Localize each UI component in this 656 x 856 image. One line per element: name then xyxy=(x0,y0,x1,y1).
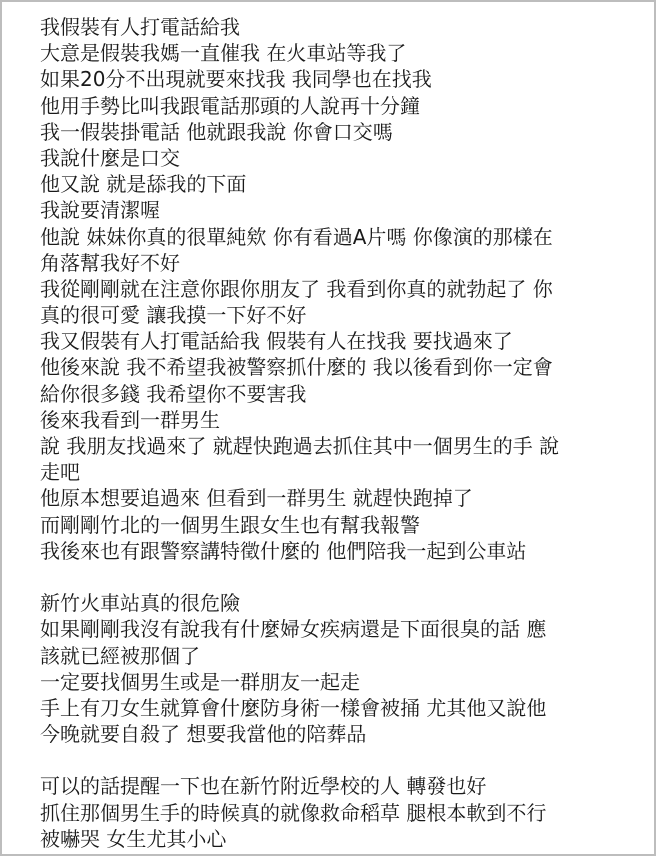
post-line: 今晚就要自殺了 想要我當他的陪葬品 xyxy=(40,722,367,747)
post-line: 一定要找個男生或是一群朋友一起走 xyxy=(40,669,360,694)
post-line: 如果20分不出現就要來找我 我同學也在找我 xyxy=(40,67,432,92)
post-text xyxy=(40,14,636,852)
post-line: 給你很多錢 我希望你不要害我 xyxy=(40,381,307,406)
post-line: 新竹火車站真的很危險 xyxy=(40,591,240,616)
post-line: 我說要清潔喔 xyxy=(40,198,160,223)
post-line: 我一假裝掛電話 他就跟我說 你會口交嗎 xyxy=(40,119,393,144)
post-line: 我又假裝有人打電話給我 假裝有人在找我 要找過來了 xyxy=(40,329,513,354)
post-line: 角落幫我好不好 xyxy=(40,250,180,275)
post-line-blank xyxy=(40,747,636,773)
post-line: 該就已經被那個了 xyxy=(40,643,200,668)
post-line: 大意是假裝我媽一直催我 在火車站等我了 xyxy=(40,41,407,66)
post-line: 他原本想要追過來 但看到一群男生 就趕快跑掉了 xyxy=(40,486,473,511)
post-line-blank xyxy=(40,564,636,590)
post-line: 而剛剛竹北的一個男生跟女生也有幫我報警 xyxy=(40,512,420,537)
post-line: 他後來說 我不希望我被警察抓什麼的 我以後看到你一定會 xyxy=(40,355,553,380)
post-line: 被嚇哭 女生尤其小心 xyxy=(40,826,227,851)
post-line: 說 我朋友找過來了 就趕快跑過去抓住其中一個男生的手 說 xyxy=(40,434,560,458)
post-line: 如果剛剛我沒有說我有什麼婦女疾病還是下面很臭的話 應 xyxy=(40,617,547,642)
post-line: 我假裝有人打電話給我 xyxy=(40,15,240,39)
post-line: 我後來也有跟警察講特徵什麼的 他們陪我一起到公車站 xyxy=(40,538,527,563)
post-line: 他又說 就是舔我的下面 xyxy=(40,172,247,197)
post-line: 真的很可愛 讓我摸一下好不好 xyxy=(40,303,307,328)
post-line: 我說什麼是口交 xyxy=(40,145,180,170)
post-line: 他說 妹妹你真的很單純欸 你有看過A片嗎 你像演的那樣在 xyxy=(40,224,553,249)
post-line: 後來我看到一群男生 xyxy=(40,407,220,432)
post-line: 可以的話提醒一下也在新竹附近學校的人 轉發也好 xyxy=(40,774,487,799)
post-line: 抓住那個男生手的時候真的就像救命稻草 腿根本軟到不行 xyxy=(40,800,547,825)
post-line: 走吧 xyxy=(40,460,80,485)
post-line: 我從剛剛就在注意你跟你朋友了 我看到你真的就勃起了 你 xyxy=(40,276,553,301)
post-line: 手上有刀女生就算會什麼防身術一樣會被捅 尤其他又說他 xyxy=(40,695,547,720)
post-line: 他用手勢比叫我跟電話那頭的人說再十分鐘 xyxy=(40,93,420,118)
